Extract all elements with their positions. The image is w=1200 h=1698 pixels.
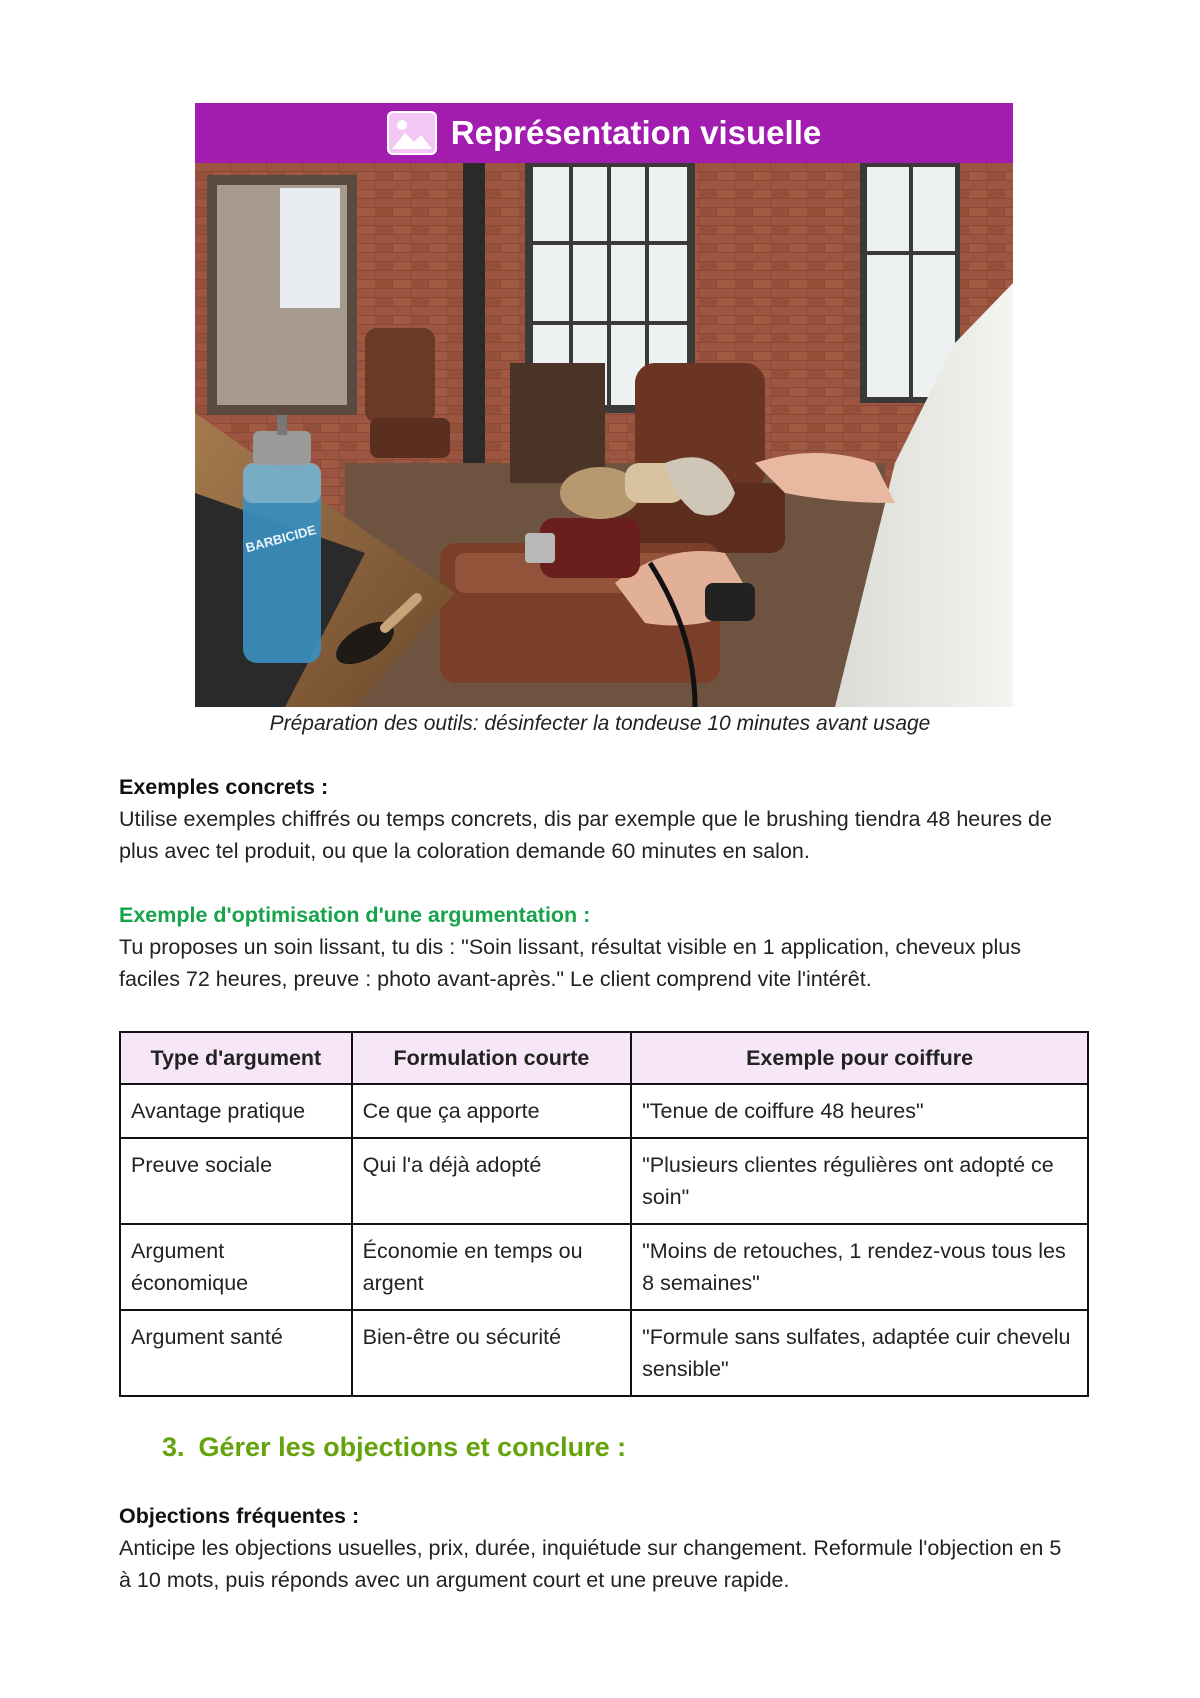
table-cell: Bien-être ou sécurité [352, 1310, 632, 1396]
table-cell: "Moins de retouches, 1 rendez-vous tous les 8 semaines" [631, 1224, 1088, 1310]
table-cell: Preuve sociale [120, 1138, 352, 1224]
table-cell: "Plusieurs clientes régulières ont adopté ce soin" [631, 1138, 1088, 1224]
table-cell: Économie en temps ou argent [352, 1224, 632, 1310]
table-header-cell: Formulation courte [352, 1032, 632, 1084]
table-row [120, 1138, 1088, 1224]
image-icon [387, 111, 437, 155]
optimisation-section [119, 899, 1079, 995]
section-3-heading [162, 1432, 626, 1463]
table-row [120, 1224, 1088, 1310]
optimisation-text: Tu proposes un soin lissant, tu dis : "Soin lissant, résultat visible en 1 application, cheveux plus faciles 72 heures, preuve : photo avant-après." Le client comprend vite l'intérêt. [119, 935, 1021, 991]
examples-text: Utilise exemples chiffrés ou temps concrets, dis par exemple que le brushing tiendra 48 heures de plus avec tel produit, ou que la coloration demande 60 minutes en salon. [119, 807, 1052, 863]
table-cell: Argument économique [120, 1224, 352, 1310]
argument-table [119, 1031, 1089, 1397]
table-cell: Ce que ça apporte [352, 1084, 632, 1138]
objections-title: Objections fréquentes : [119, 1504, 360, 1528]
objections-section [119, 1500, 1079, 1596]
table-cell: Qui l'a déjà adopté [352, 1138, 632, 1224]
visual-representation [195, 103, 1013, 707]
table-cell: "Formule sans sulfates, adaptée cuir chevelu sensible" [631, 1310, 1088, 1396]
table-header-cell: Type d'argument [120, 1032, 352, 1084]
barbicide-label: BARBICIDE [244, 522, 318, 556]
section-3-title: Gérer les objections et conclure : [198, 1432, 627, 1462]
visual-title: Représentation visuelle [450, 114, 822, 151]
examples-title: Exemples concrets : [119, 775, 329, 799]
examples-section [119, 771, 1079, 867]
table-header-row [120, 1032, 1088, 1084]
table-cell: "Tenue de coiffure 48 heures" [631, 1084, 1088, 1138]
table-row [120, 1084, 1088, 1138]
table-cell: Argument santé [120, 1310, 352, 1396]
table-cell: Avantage pratique [120, 1084, 352, 1138]
table-row [120, 1310, 1088, 1396]
image-caption: Préparation des outils: désinfecter la tondeuse 10 minutes avant usage [269, 712, 931, 735]
barbershop-photo [195, 163, 1013, 707]
section-3-number: 3. [162, 1432, 185, 1462]
visual-header [195, 103, 1013, 163]
optimisation-title: Exemple d'optimisation d'une argumentation : [119, 903, 591, 927]
table-header-cell: Exemple pour coiffure [631, 1032, 1088, 1084]
objections-text: Anticipe les objections usuelles, prix, durée, inquiétude sur changement. Reformule l'objection en 5 à 10 mots, puis réponds avec un argument court et une preuve rapide. [119, 1536, 1062, 1592]
